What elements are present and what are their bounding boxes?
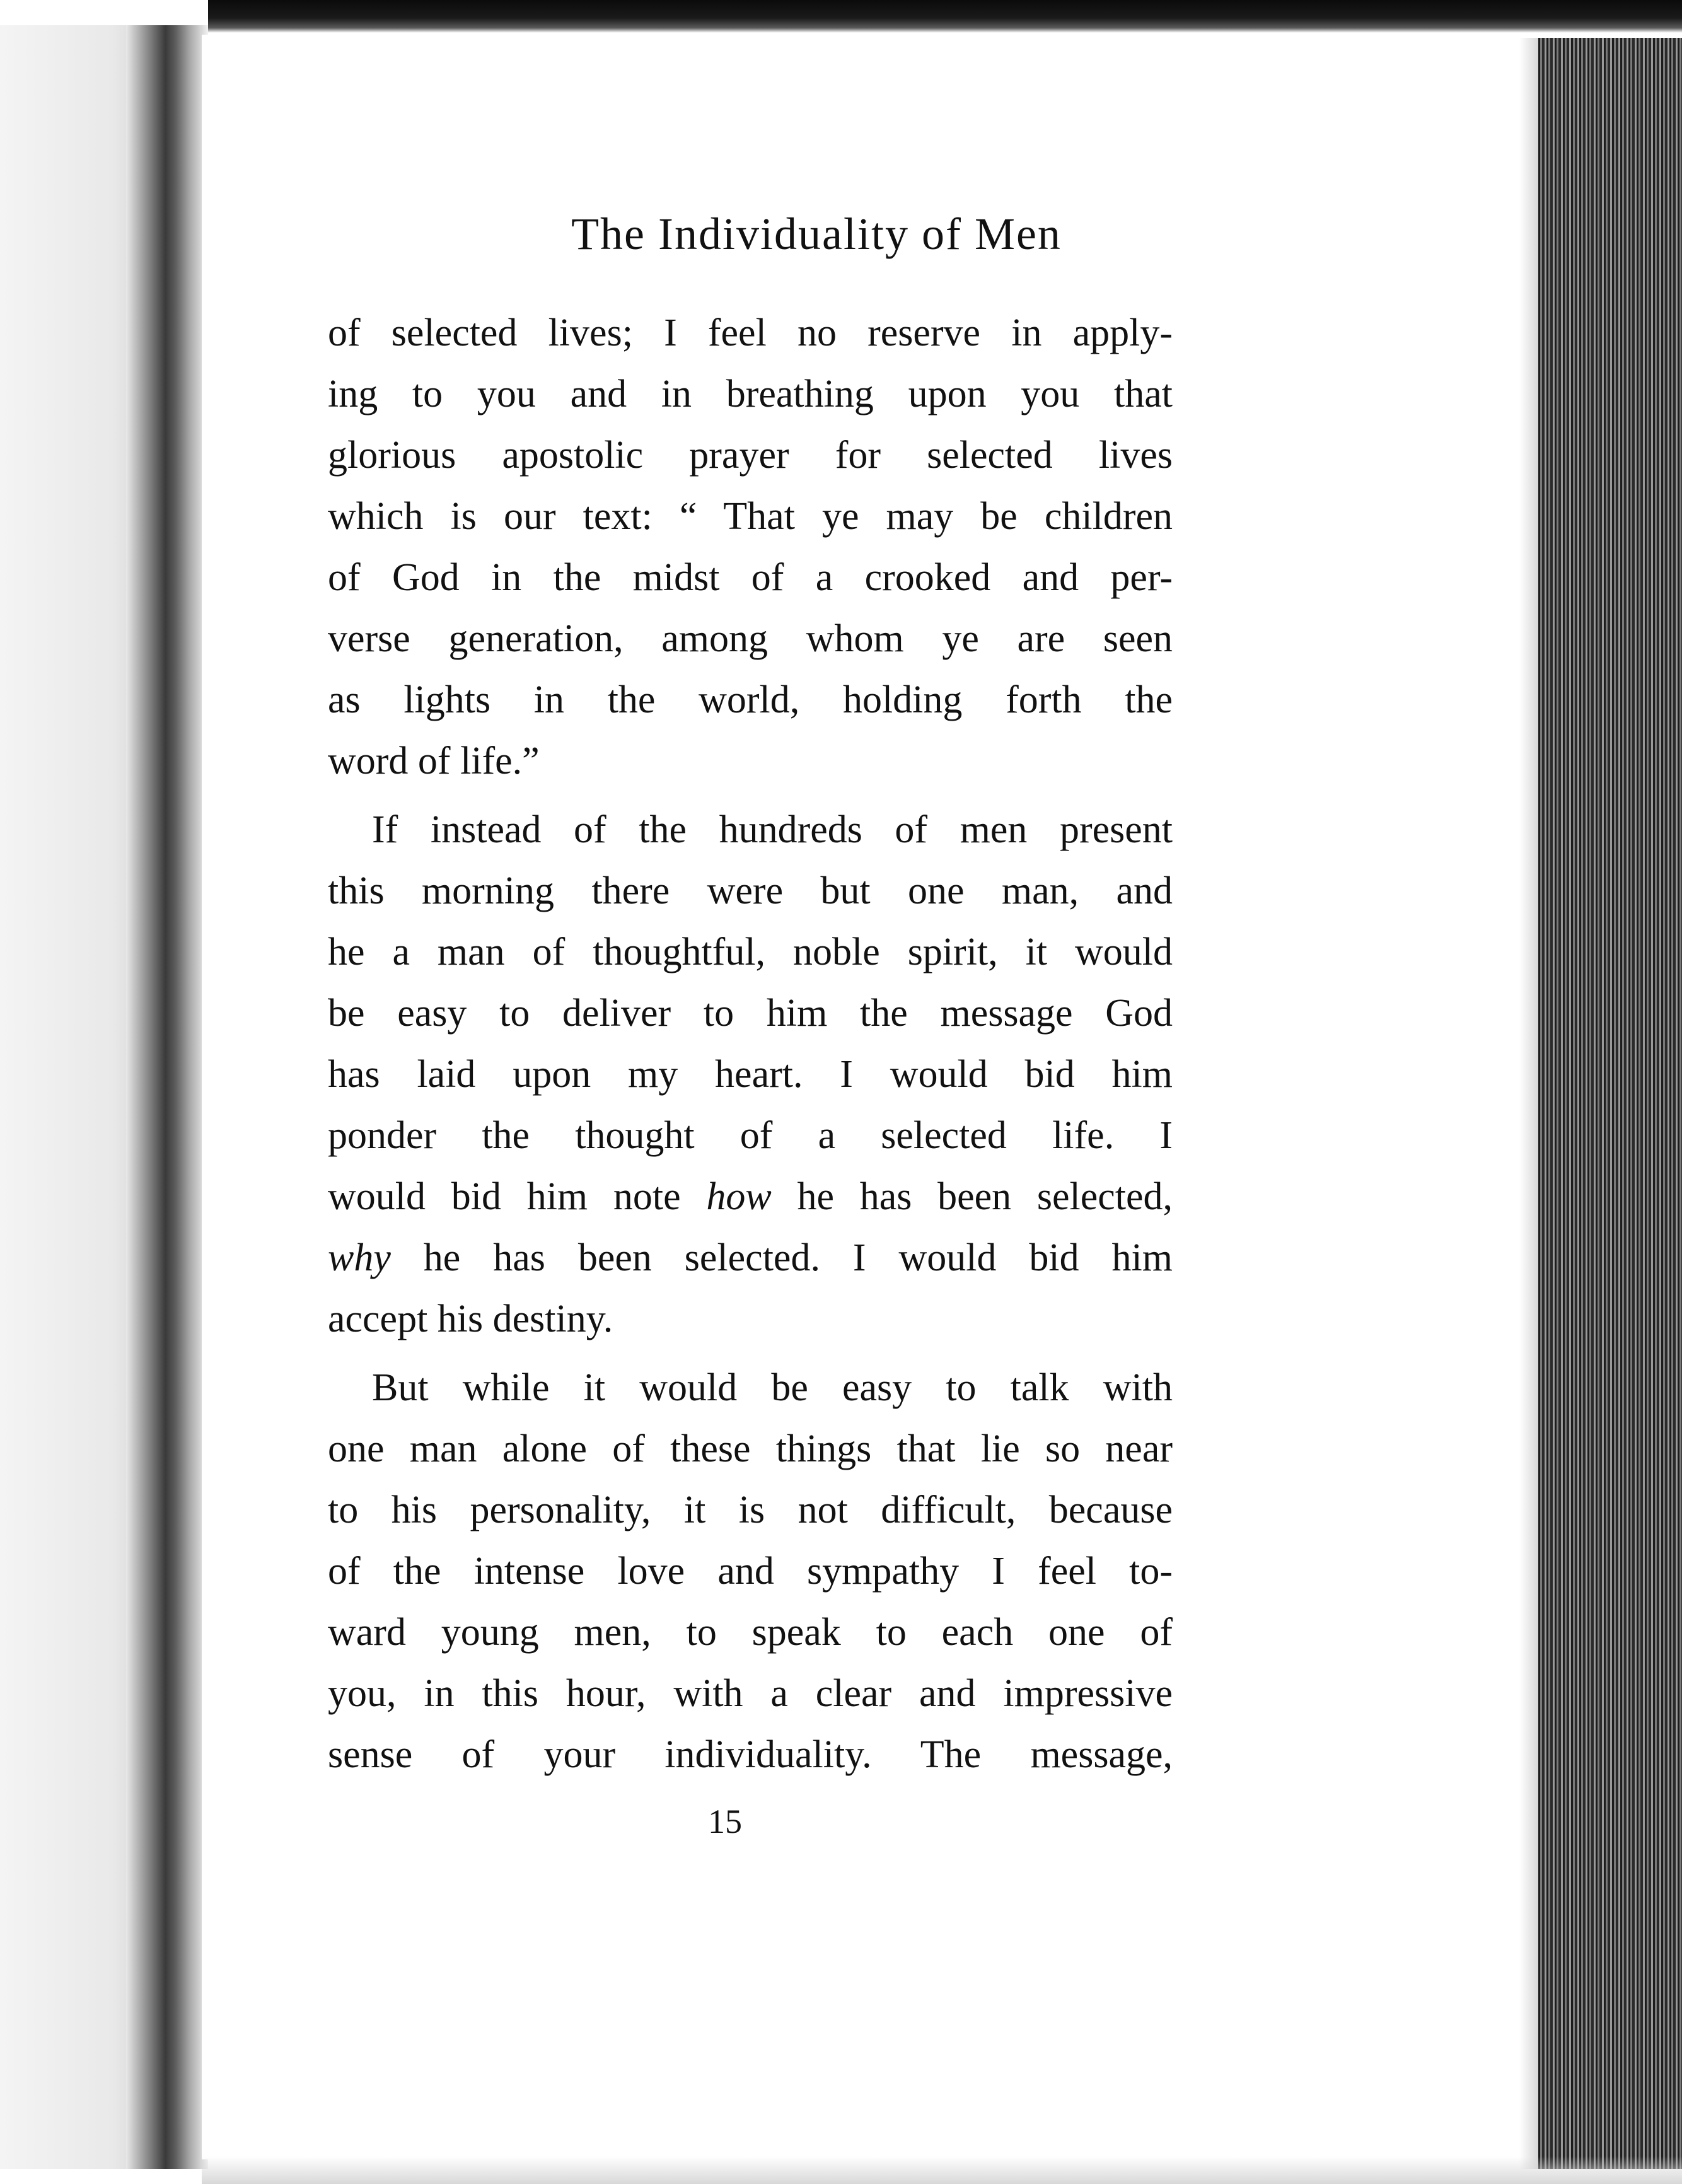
- text-line: accept his destiny.: [328, 1298, 613, 1340]
- text-line: be easy to deliver to him the message God: [328, 992, 1173, 1035]
- text-line: of selected lives; I feel no reserve in apply-: [328, 311, 1173, 354]
- italic-word: how: [706, 1175, 772, 1218]
- text-line: ponder the thought of a selected life. I: [328, 1114, 1173, 1157]
- text-line-with-italic: [328, 1228, 1173, 1289]
- text-line: ward young men, to speak to each one of: [328, 1611, 1173, 1654]
- text-line: as lights in the world, holding forth the: [328, 678, 1173, 721]
- top-edge-shadow: [208, 0, 1682, 33]
- text-line: you, in this hour, with a clear and impressive: [328, 1672, 1173, 1715]
- text-line: which is our text: “ That ye may be children: [328, 495, 1173, 538]
- running-head: The Individuality of Men: [571, 209, 1062, 259]
- body-text: [328, 303, 1173, 1786]
- text-line: sense of your individuality. The message,: [328, 1733, 1173, 1776]
- text-line: this morning there were but one man, and: [328, 869, 1173, 912]
- bottom-edge-shadow: [202, 2156, 1682, 2184]
- text-line: If instead of the hundreds of men present: [372, 808, 1173, 851]
- text-segment: he has been selected. I would bid him: [390, 1236, 1173, 1279]
- paragraph: [328, 1357, 1173, 1786]
- italic-word: why: [328, 1236, 391, 1279]
- text-line: ing to you and in breathing upon you that: [328, 373, 1173, 415]
- text-line: of the intense love and sympathy I feel to-: [328, 1550, 1173, 1593]
- text-line: he a man of thoughtful, noble spirit, it would: [328, 931, 1173, 973]
- text-line-with-italic: [328, 1166, 1173, 1228]
- text-line: glorious apostolic prayer for selected lives: [328, 434, 1173, 477]
- paragraph: [328, 303, 1173, 792]
- text-segment: he has been selected,: [771, 1175, 1173, 1218]
- text-line: has laid upon my heart. I would bid him: [328, 1053, 1173, 1096]
- text-line: one man alone of these things that lie so near: [328, 1427, 1173, 1470]
- text-line: to his personality, it is not difficult, because: [328, 1489, 1173, 1531]
- text-segment: would bid him note: [328, 1175, 707, 1218]
- text-line: verse generation, among whom ye are seen: [328, 617, 1173, 660]
- paragraph: [328, 799, 1173, 1350]
- text-line: But while it would be easy to talk with: [372, 1366, 1173, 1409]
- page-block-edges: [1538, 38, 1682, 2169]
- page-number: 15: [708, 1803, 742, 1840]
- text-line: word of life.”: [328, 740, 540, 782]
- book-gutter: [126, 25, 208, 2169]
- text-line: of God in the midst of a crooked and per-: [328, 556, 1173, 599]
